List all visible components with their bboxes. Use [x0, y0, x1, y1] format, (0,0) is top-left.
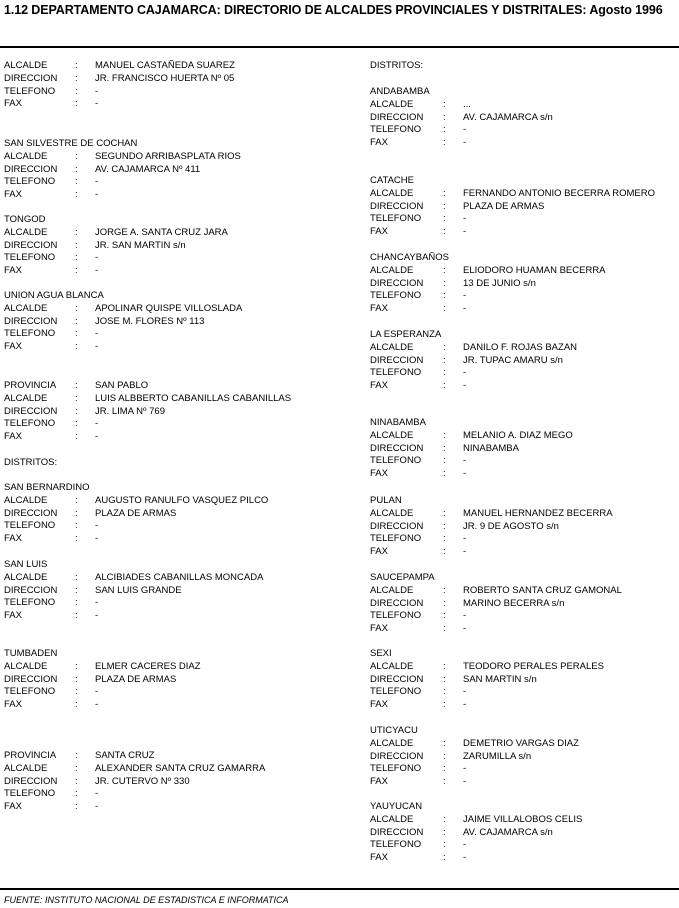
telefono-label: TELEFONO — [4, 686, 56, 698]
direccion-label: DIRECCION — [4, 507, 58, 519]
direccion-colon: : — [75, 163, 78, 175]
district-name: TUMBADEN — [4, 648, 58, 659]
provincia-value: SAN PABLO — [95, 380, 149, 391]
direccion-value: SAN LUIS GRANDE — [95, 584, 182, 596]
direccion-colon: : — [443, 277, 446, 289]
fax-value: - — [95, 533, 99, 545]
direccion-label: DIRECCION — [370, 277, 424, 289]
alcalde-value: TEODORO PERALES PERALES — [463, 660, 604, 672]
telefono-label: TELEFONO — [4, 328, 56, 340]
alcalde-label: ALCALDE — [370, 507, 414, 519]
telefono-value: - — [95, 85, 99, 97]
alcalde-value: DANILO F. ROJAS BAZAN — [463, 341, 578, 353]
telefono-value: - — [95, 328, 99, 340]
district-name: UNION AGUA BLANCA — [4, 290, 104, 301]
alcalde-value: FERNANDO ANTONIO BECERRA ROMERO — [463, 187, 655, 199]
telefono-label: TELEFONO — [4, 418, 56, 430]
provincia-label: PROVINCIA — [4, 380, 57, 391]
fax-label: FAX — [4, 431, 22, 443]
telefono-colon: : — [443, 290, 446, 302]
fax-colon: : — [75, 98, 78, 110]
telefono-value: - — [95, 597, 99, 609]
alcalde-label: ALCALDE — [370, 264, 414, 276]
alcalde-colon: : — [75, 60, 78, 71]
fax-label: FAX — [4, 533, 22, 545]
alcalde-colon: : — [443, 187, 446, 199]
alcalde-value: ELMER CACERES DIAZ — [95, 660, 201, 672]
direccion-value: MARINO BECERRA s/n — [463, 597, 565, 609]
alcalde-colon: : — [443, 264, 446, 276]
direccion-value: JR. FRANCISCO HUERTA Nº 05 — [95, 72, 235, 84]
district-name: SAUCEPAMPA — [370, 572, 435, 583]
alcalde-label: ALCALDE — [4, 150, 48, 162]
telefono-colon: : — [443, 213, 446, 225]
alcalde-value: JORGE A. SANTA CRUZ JARA — [95, 226, 228, 238]
telefono-label: TELEFONO — [370, 839, 422, 851]
alcalde-colon: : — [75, 226, 78, 238]
fax-colon: : — [443, 468, 446, 480]
direccion-value: JR. SAN MARTIN s/n — [95, 239, 186, 251]
direccion-label: DIRECCION — [4, 775, 58, 787]
direccion-value: PLAZA DE ARMAS — [95, 673, 177, 685]
telefono-label: TELEFONO — [4, 520, 56, 532]
fax-value: - — [463, 776, 467, 788]
telefono-label: TELEFONO — [370, 763, 422, 775]
telefono-value: - — [463, 533, 467, 545]
telefono-value: - — [463, 839, 467, 851]
alcalde-label: ALCALDE — [370, 660, 414, 672]
direccion-label: DIRECCION — [4, 584, 58, 596]
alcalde-colon: : — [75, 571, 78, 583]
district-name: LA ESPERANZA — [370, 329, 442, 340]
fax-colon: : — [75, 189, 78, 201]
fax-value: - — [463, 623, 467, 635]
direccion-label: DIRECCION — [370, 111, 424, 123]
distritos-heading: DISTRITOS: — [370, 60, 424, 71]
alcalde-label: ALCALDE — [370, 98, 414, 110]
telefono-colon: : — [75, 85, 78, 97]
district-name: SAN LUIS — [4, 559, 48, 570]
fax-colon: : — [443, 852, 446, 864]
fax-colon: : — [443, 776, 446, 788]
alcalde-value: MANUEL CASTAÑEDA SUAREZ — [95, 60, 235, 71]
alcalde-label: ALCALDE — [4, 494, 48, 506]
telefono-label: TELEFONO — [370, 455, 422, 467]
fax-value: - — [463, 226, 467, 238]
alcalde-label: ALCALDE — [4, 392, 48, 404]
alcalde-label: ALCALDE — [370, 187, 414, 199]
fax-label: FAX — [370, 137, 388, 149]
telefono-label: TELEFONO — [370, 124, 422, 136]
alcalde-colon: : — [443, 813, 446, 825]
alcalde-label: ALCALDE — [370, 737, 414, 749]
direccion-value: JR. LIMA Nº 769 — [95, 405, 165, 417]
direccion-colon: : — [443, 442, 446, 454]
alcalde-colon: : — [75, 392, 78, 404]
alcalde-colon: : — [75, 660, 78, 672]
alcalde-value: APOLINAR QUISPE VILLOSLADA — [95, 302, 243, 314]
fax-value: - — [95, 610, 99, 622]
fax-label: FAX — [4, 265, 22, 277]
telefono-value: - — [95, 686, 99, 698]
district-name: NINABAMBA — [370, 417, 426, 428]
fax-value: - — [463, 546, 467, 558]
alcalde-colon: : — [443, 737, 446, 749]
telefono-colon: : — [75, 520, 78, 532]
direccion-label: DIRECCION — [370, 354, 424, 366]
direccion-label: DIRECCION — [370, 673, 424, 685]
provincia-colon: : — [75, 750, 78, 761]
direccion-value: AV. CAJAMARCA s/n — [463, 826, 553, 838]
direccion-value: PLAZA DE ARMAS — [95, 507, 177, 519]
fax-colon: : — [75, 610, 78, 622]
direccion-label: DIRECCION — [370, 597, 424, 609]
fax-label: FAX — [370, 380, 388, 392]
alcalde-label: ALCALDE — [370, 813, 414, 825]
fax-colon: : — [443, 303, 446, 315]
direccion-colon: : — [75, 72, 78, 84]
fax-colon: : — [443, 380, 446, 392]
telefono-value: - — [95, 520, 99, 532]
direccion-colon: : — [75, 405, 78, 417]
fax-label: FAX — [4, 801, 22, 813]
telefono-value: - — [95, 418, 99, 430]
fax-label: FAX — [370, 623, 388, 635]
alcalde-label: ALCALDE — [4, 60, 48, 71]
direccion-value: JR. 9 DE AGOSTO s/n — [463, 520, 559, 532]
fax-value: - — [95, 189, 99, 201]
telefono-label: TELEFONO — [370, 213, 422, 225]
direccion-label: DIRECCION — [4, 315, 58, 327]
telefono-label: TELEFONO — [370, 686, 422, 698]
alcalde-label: ALCALDE — [4, 571, 48, 583]
alcalde-label: ALCALDE — [370, 429, 414, 441]
alcalde-value: ELIODORO HUAMAN BECERRA — [463, 264, 606, 276]
direccion-colon: : — [443, 826, 446, 838]
district-name: UTICYACU — [370, 725, 418, 736]
alcalde-value: DEMETRIO VARGAS DIAZ — [463, 737, 579, 749]
fax-value: - — [463, 699, 467, 711]
telefono-colon: : — [443, 763, 446, 775]
direccion-label: DIRECCION — [370, 520, 424, 532]
fax-label: FAX — [370, 776, 388, 788]
fax-value: - — [463, 137, 467, 149]
fax-colon: : — [443, 699, 446, 711]
page-title: 1.12 DEPARTAMENTO CAJAMARCA: DIRECTORIO DE ALCALDES PROVINCIALES Y DISTRITALES: Agosto 1996 — [4, 3, 663, 17]
telefono-label: TELEFONO — [4, 788, 56, 800]
telefono-colon: : — [75, 176, 78, 188]
fax-colon: : — [75, 533, 78, 545]
telefono-value: - — [95, 176, 99, 188]
fax-label: FAX — [370, 303, 388, 315]
fax-value: - — [463, 380, 467, 392]
telefono-colon: : — [75, 597, 78, 609]
alcalde-colon: : — [75, 150, 78, 162]
district-name: CATACHE — [370, 175, 414, 186]
fax-label: FAX — [4, 610, 22, 622]
provincia-colon: : — [75, 380, 78, 391]
direccion-colon: : — [443, 111, 446, 123]
direccion-colon: : — [443, 673, 446, 685]
fax-value: - — [95, 699, 99, 711]
alcalde-value: ALEXANDER SANTA CRUZ GAMARRA — [95, 762, 266, 774]
telefono-value: - — [463, 763, 467, 775]
fax-value: - — [95, 265, 99, 277]
alcalde-value: MANUEL HERNANDEZ BECERRA — [463, 507, 613, 519]
district-name: TONGOD — [4, 214, 46, 225]
telefono-colon: : — [443, 455, 446, 467]
fax-colon: : — [75, 265, 78, 277]
telefono-colon: : — [75, 686, 78, 698]
fax-label: FAX — [4, 98, 22, 110]
fax-colon: : — [75, 431, 78, 443]
alcalde-label: ALCALDE — [370, 584, 414, 596]
direccion-value: JR. CUTERVO Nº 330 — [95, 775, 190, 787]
telefono-colon: : — [75, 788, 78, 800]
telefono-value: - — [463, 367, 467, 379]
alcalde-colon: : — [443, 341, 446, 353]
telefono-colon: : — [443, 610, 446, 622]
direccion-value: 13 DE JUNIO s/n — [463, 277, 536, 289]
alcalde-label: ALCALDE — [4, 302, 48, 314]
fax-label: FAX — [370, 546, 388, 558]
fax-value: - — [463, 303, 467, 315]
direccion-value: JR. TUPAC AMARU s/n — [463, 354, 563, 366]
fax-value: - — [95, 801, 99, 813]
telefono-colon: : — [75, 418, 78, 430]
provincia-label: PROVINCIA — [4, 750, 57, 761]
alcalde-value: JAIME VILLALOBOS CELIS — [463, 813, 583, 825]
telefono-value: - — [95, 788, 99, 800]
top-divider — [0, 46, 679, 48]
direccion-colon: : — [75, 239, 78, 251]
provincia-value: SANTA CRUZ — [95, 750, 155, 761]
fax-label: FAX — [370, 226, 388, 238]
alcalde-label: ALCALDE — [4, 226, 48, 238]
telefono-value: - — [463, 455, 467, 467]
fax-value: - — [95, 431, 99, 443]
district-name: SAN BERNARDINO — [4, 482, 90, 493]
telefono-colon: : — [75, 252, 78, 264]
direccion-colon: : — [75, 673, 78, 685]
fax-colon: : — [75, 801, 78, 813]
direccion-value: NINABAMBA — [463, 442, 519, 454]
district-name: YAUYUCAN — [370, 801, 423, 812]
fax-colon: : — [443, 623, 446, 635]
fax-value: - — [463, 852, 467, 864]
telefono-label: TELEFONO — [4, 252, 56, 264]
telefono-colon: : — [443, 686, 446, 698]
telefono-value: - — [463, 213, 467, 225]
direccion-colon: : — [443, 200, 446, 212]
fax-colon: : — [75, 341, 78, 353]
alcalde-value: AUGUSTO RANULFO VASQUEZ PILCO — [95, 494, 269, 506]
district-name: ANDABAMBA — [370, 86, 430, 97]
alcalde-value: MELANIO A. DIAZ MEGO — [463, 429, 573, 441]
direccion-colon: : — [443, 597, 446, 609]
direccion-label: DIRECCION — [370, 200, 424, 212]
fax-label: FAX — [370, 699, 388, 711]
fax-colon: : — [75, 699, 78, 711]
direccion-colon: : — [75, 775, 78, 787]
source-note: FUENTE: INSTITUTO NACIONAL DE ESTADISTICA E INFORMATICA — [4, 895, 289, 905]
fax-label: FAX — [4, 189, 22, 201]
direccion-colon: : — [443, 354, 446, 366]
fax-value: - — [95, 98, 99, 110]
district-name: PULAN — [370, 495, 402, 506]
alcalde-value: LUIS ALBBERTO CABANILLAS CABANILLAS — [95, 392, 292, 404]
telefono-colon: : — [75, 328, 78, 340]
direccion-label: DIRECCION — [370, 442, 424, 454]
direccion-colon: : — [75, 315, 78, 327]
direccion-value: AV. CAJAMARCA Nº 411 — [95, 163, 201, 175]
fax-colon: : — [443, 546, 446, 558]
direccion-value: JOSE M. FLORES Nº 113 — [95, 315, 205, 327]
direccion-colon: : — [75, 584, 78, 596]
telefono-label: TELEFONO — [4, 85, 56, 97]
alcalde-colon: : — [443, 584, 446, 596]
fax-label: FAX — [370, 852, 388, 864]
telefono-label: TELEFONO — [370, 533, 422, 545]
alcalde-value: ROBERTO SANTA CRUZ GAMONAL — [463, 584, 622, 596]
telefono-label: TELEFONO — [370, 290, 422, 302]
direccion-label: DIRECCION — [4, 239, 58, 251]
telefono-value: - — [463, 290, 467, 302]
fax-colon: : — [443, 137, 446, 149]
telefono-colon: : — [443, 839, 446, 851]
alcalde-label: ALCALDE — [4, 762, 48, 774]
district-name: SEXI — [370, 648, 392, 659]
alcalde-value: SEGUNDO ARRIBASPLATA RIOS — [95, 150, 241, 162]
direccion-label: DIRECCION — [4, 405, 58, 417]
direccion-value: ZARUMILLA s/n — [463, 750, 532, 762]
alcalde-colon: : — [443, 507, 446, 519]
telefono-value: - — [463, 686, 467, 698]
alcalde-colon: : — [443, 98, 446, 110]
telefono-label: TELEFONO — [370, 610, 422, 622]
fax-value: - — [95, 341, 99, 353]
bottom-divider — [0, 888, 679, 890]
alcalde-colon: : — [75, 494, 78, 506]
direccion-label: DIRECCION — [4, 163, 58, 175]
alcalde-colon: : — [75, 302, 78, 314]
direccion-label: DIRECCION — [4, 72, 58, 84]
alcalde-colon: : — [75, 762, 78, 774]
telefono-label: TELEFONO — [370, 367, 422, 379]
alcalde-label: ALCALDE — [4, 660, 48, 672]
distritos-heading: DISTRITOS: — [4, 457, 58, 468]
telefono-label: TELEFONO — [4, 176, 56, 188]
direccion-value: AV. CAJAMARCA s/n — [463, 111, 553, 123]
alcalde-colon: : — [443, 660, 446, 672]
fax-label: FAX — [370, 468, 388, 480]
direccion-label: DIRECCION — [370, 826, 424, 838]
telefono-colon: : — [443, 124, 446, 136]
alcalde-value: ALCIBIADES CABANILLAS MONCADA — [95, 571, 264, 583]
telefono-label: TELEFONO — [4, 597, 56, 609]
district-name: SAN SILVESTRE DE COCHAN — [4, 138, 138, 149]
telefono-value: - — [463, 610, 467, 622]
alcalde-label: ALCALDE — [370, 341, 414, 353]
fax-label: FAX — [4, 341, 22, 353]
telefono-value: - — [463, 124, 467, 136]
telefono-colon: : — [443, 533, 446, 545]
fax-colon: : — [443, 226, 446, 238]
direccion-label: DIRECCION — [4, 673, 58, 685]
direccion-colon: : — [443, 750, 446, 762]
fax-label: FAX — [4, 699, 22, 711]
fax-value: - — [463, 468, 467, 480]
direccion-value: PLAZA DE ARMAS — [463, 200, 545, 212]
direccion-value: SAN MARTIN s/n — [463, 673, 537, 685]
telefono-value: - — [95, 252, 99, 264]
alcalde-value: ... — [463, 98, 471, 110]
telefono-colon: : — [443, 367, 446, 379]
direccion-label: DIRECCION — [370, 750, 424, 762]
direccion-colon: : — [75, 507, 78, 519]
direccion-colon: : — [443, 520, 446, 532]
alcalde-colon: : — [443, 429, 446, 441]
district-name: CHANCAYBAÑOS — [370, 252, 450, 263]
